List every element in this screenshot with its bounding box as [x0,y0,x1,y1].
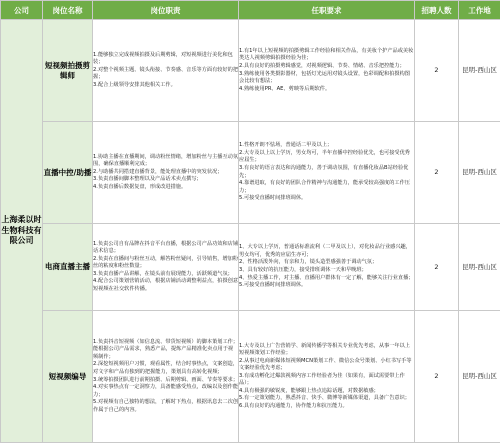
company-name: 上海柔以时生物科技有限公司 [1,20,43,443]
work-location: 昆明-西山区 [459,224,500,311]
duties-cell [93,122,239,224]
text-line: 2.与助播共同搭建直播背景，能处理直播中的突发状况； [93,168,223,175]
requirements-cell [239,122,415,224]
table-row [1,122,500,224]
position-name: 电商直播主播 [43,224,93,311]
text-line: 3.有良好的语言表达和沟通能力，善于调动氛围，有直播化妆品B站经验优先； [239,164,409,179]
text-line: 1.负责抖音短视频（如信息流、带货短视频）的脚本策划工作；能根据公司产品需求，熟悉产品，提炼产品精准化卖点用于视频制作； [93,338,239,360]
text-line: 3.统筹拍摄团队进行前期拍摄、后期剪辑、画面、节奏等要求； [93,376,239,383]
header-company: 公司 [1,1,43,20]
requirements-cell [239,311,415,443]
text-line: 2.大专及以上以上学历，男女均可，半年直播中控经验优先，也可接受优秀应届生； [239,149,410,164]
text-line: 2.负责在直播间与粉丝互动，解答粉丝疑问，引导销售，增加粉丝的粘度和粉丝数量； [93,255,239,270]
text-line: 1.能够独立完成视频拍摄及后期剪辑，对短视频进行美化和包装； [93,51,233,66]
headcount: 2 [415,122,459,224]
duties-cell [93,311,239,443]
text-line: 4.靠谱进取，有良好的团队合作精神与沟通能力，能承受较高强度的工作压力； [239,180,410,194]
text-line: 3.熟练使用各类摄影器材，包括灯光运用对镜头设置，色彩调配和拍摄构图会比较有想法； [239,70,410,85]
table-row [1,224,500,311]
position-name: 直播中控/助播 [43,122,93,224]
header-position: 岗位名称 [43,1,93,20]
text-line: 6.具有良好的沟通能力，协作能力和抗压能力。 [239,402,348,409]
text-line: 4.熟练使用PR、AE、剪映等后期软件。 [239,85,331,92]
headcount: 2 [415,20,459,122]
header-duties: 岗位职责 [93,1,239,20]
position-name: 短视频拍摄剪辑师 [43,20,93,122]
text-line: 1.大专及以上广告营销学、新闻传播学等相关专业优先考虑，从事一年以上短视频策划工作经验； [239,342,410,357]
text-line: 3.有成功孵化过爆款视频内容工作经验者为佳（如果有，面试需要带上作品）； [239,372,405,387]
header-row [1,1,500,20]
table-row [1,311,500,443]
text-line: 5.可接受直播时间排班调休。 [239,195,307,202]
text-line: 3.配合上级领导安排其他相关工作。 [93,81,176,88]
text-line: 4.配合公司策划营销活动，根据店铺活动调整利益点，拍摄创意短视频在社交软件传播。 [93,278,239,292]
requirements-cell [239,20,415,122]
text-line: 5.可接受直播时间排班调休。 [239,282,307,289]
requirements-cell [239,224,415,311]
work-location: 昆明-西山区 [459,311,500,443]
text-line: 1、大专以上学历，普通话标准流利（二甲及以上），对化妆品行业感兴趣，男女均可，优秀的应届生亦可； [239,244,411,258]
text-line: 1.性格开朗不怯场，普通话二甲及以上； [239,142,333,149]
text-line: 4、热爱主播工作，对主播、直播用户群体有一定了解，能够关注行业直播； [239,274,414,281]
text-line: 5.有一定策划能力，熟悉抖音、快手、微博等新媒体渠道，具备广告意识； [239,395,410,402]
text-line: 2.具有良好的拍摄剪辑感觉，对视频逻辑、节奏、情绪、音乐把控能力； [239,62,405,69]
header-requirements: 任职要求 [239,1,415,20]
text-line: 4.具有极强的敏锐度，能够跟上热点追踪话题，对数据敏感； [239,387,379,394]
text-line: 2.对整个视频主题、镜头衔接、节奏感、音乐等方面有较好的把握； [93,66,239,81]
work-location: 昆明-西山区 [459,122,500,224]
text-line: 2、性格活泼外向，有亲和力，镜头造型感强善于调动气氛； [239,259,378,266]
text-line: 1.协助主播在直播期间，调动粉丝情绪，增加粉丝与主播互动氛围，确保直播顺利完成； [93,153,239,168]
header-location: 工作地 [459,1,500,20]
duties-cell [93,224,239,311]
headcount: 2 [415,311,459,443]
text-line: 1.负责公司自有品牌在抖音平台直播，根据公司产品功效和店铺话术信息； [93,240,239,255]
text-line: 3.负责直播间脚本整理以及产品话术卖点撰写； [93,176,202,183]
text-line: 4.负责直播后数据复盘，形成改进措施。 [93,183,187,190]
text-line: 2.深挖短视频用户习惯，观看属性，结合时事热点，文案创造，对文字和产品有独到的把握能力，策划具有高转化视频； [93,361,239,375]
text-line: 3、具有较好的抗压能力，接受排班调休一天和早晚班； [239,267,367,273]
text-line: 2.从事过电商新媒体短视频MCN策划工作、微信公众号策划、小红书写手等文案经验优先考虑； [239,357,412,372]
text-line: 4.对实事热点有一定洞察力，具备能感受热点，改编以及创作能力； [93,384,239,398]
duties-cell [93,20,239,122]
header-count: 招聘人数 [415,1,459,20]
text-line: 1.有1年以上短视频的拍摄剪辑工作经验和相关作品，有美妆个护产品或美妆类达人视频剪辑拍摄经验为佳； [239,47,414,62]
text-line: 5.对视频有自己独特的想法，了解时下热点，根据讯息去二次创作属于自己的内容。 [93,399,239,413]
headcount: 2 [415,224,459,311]
work-location: 昆明-西山区 [459,20,500,122]
text-line: 3.负责直播产品讲解，在镜头前有展现能力，活跃频道气氛； [93,270,233,277]
table-row [1,20,500,122]
position-name: 短视频编导 [43,311,93,443]
